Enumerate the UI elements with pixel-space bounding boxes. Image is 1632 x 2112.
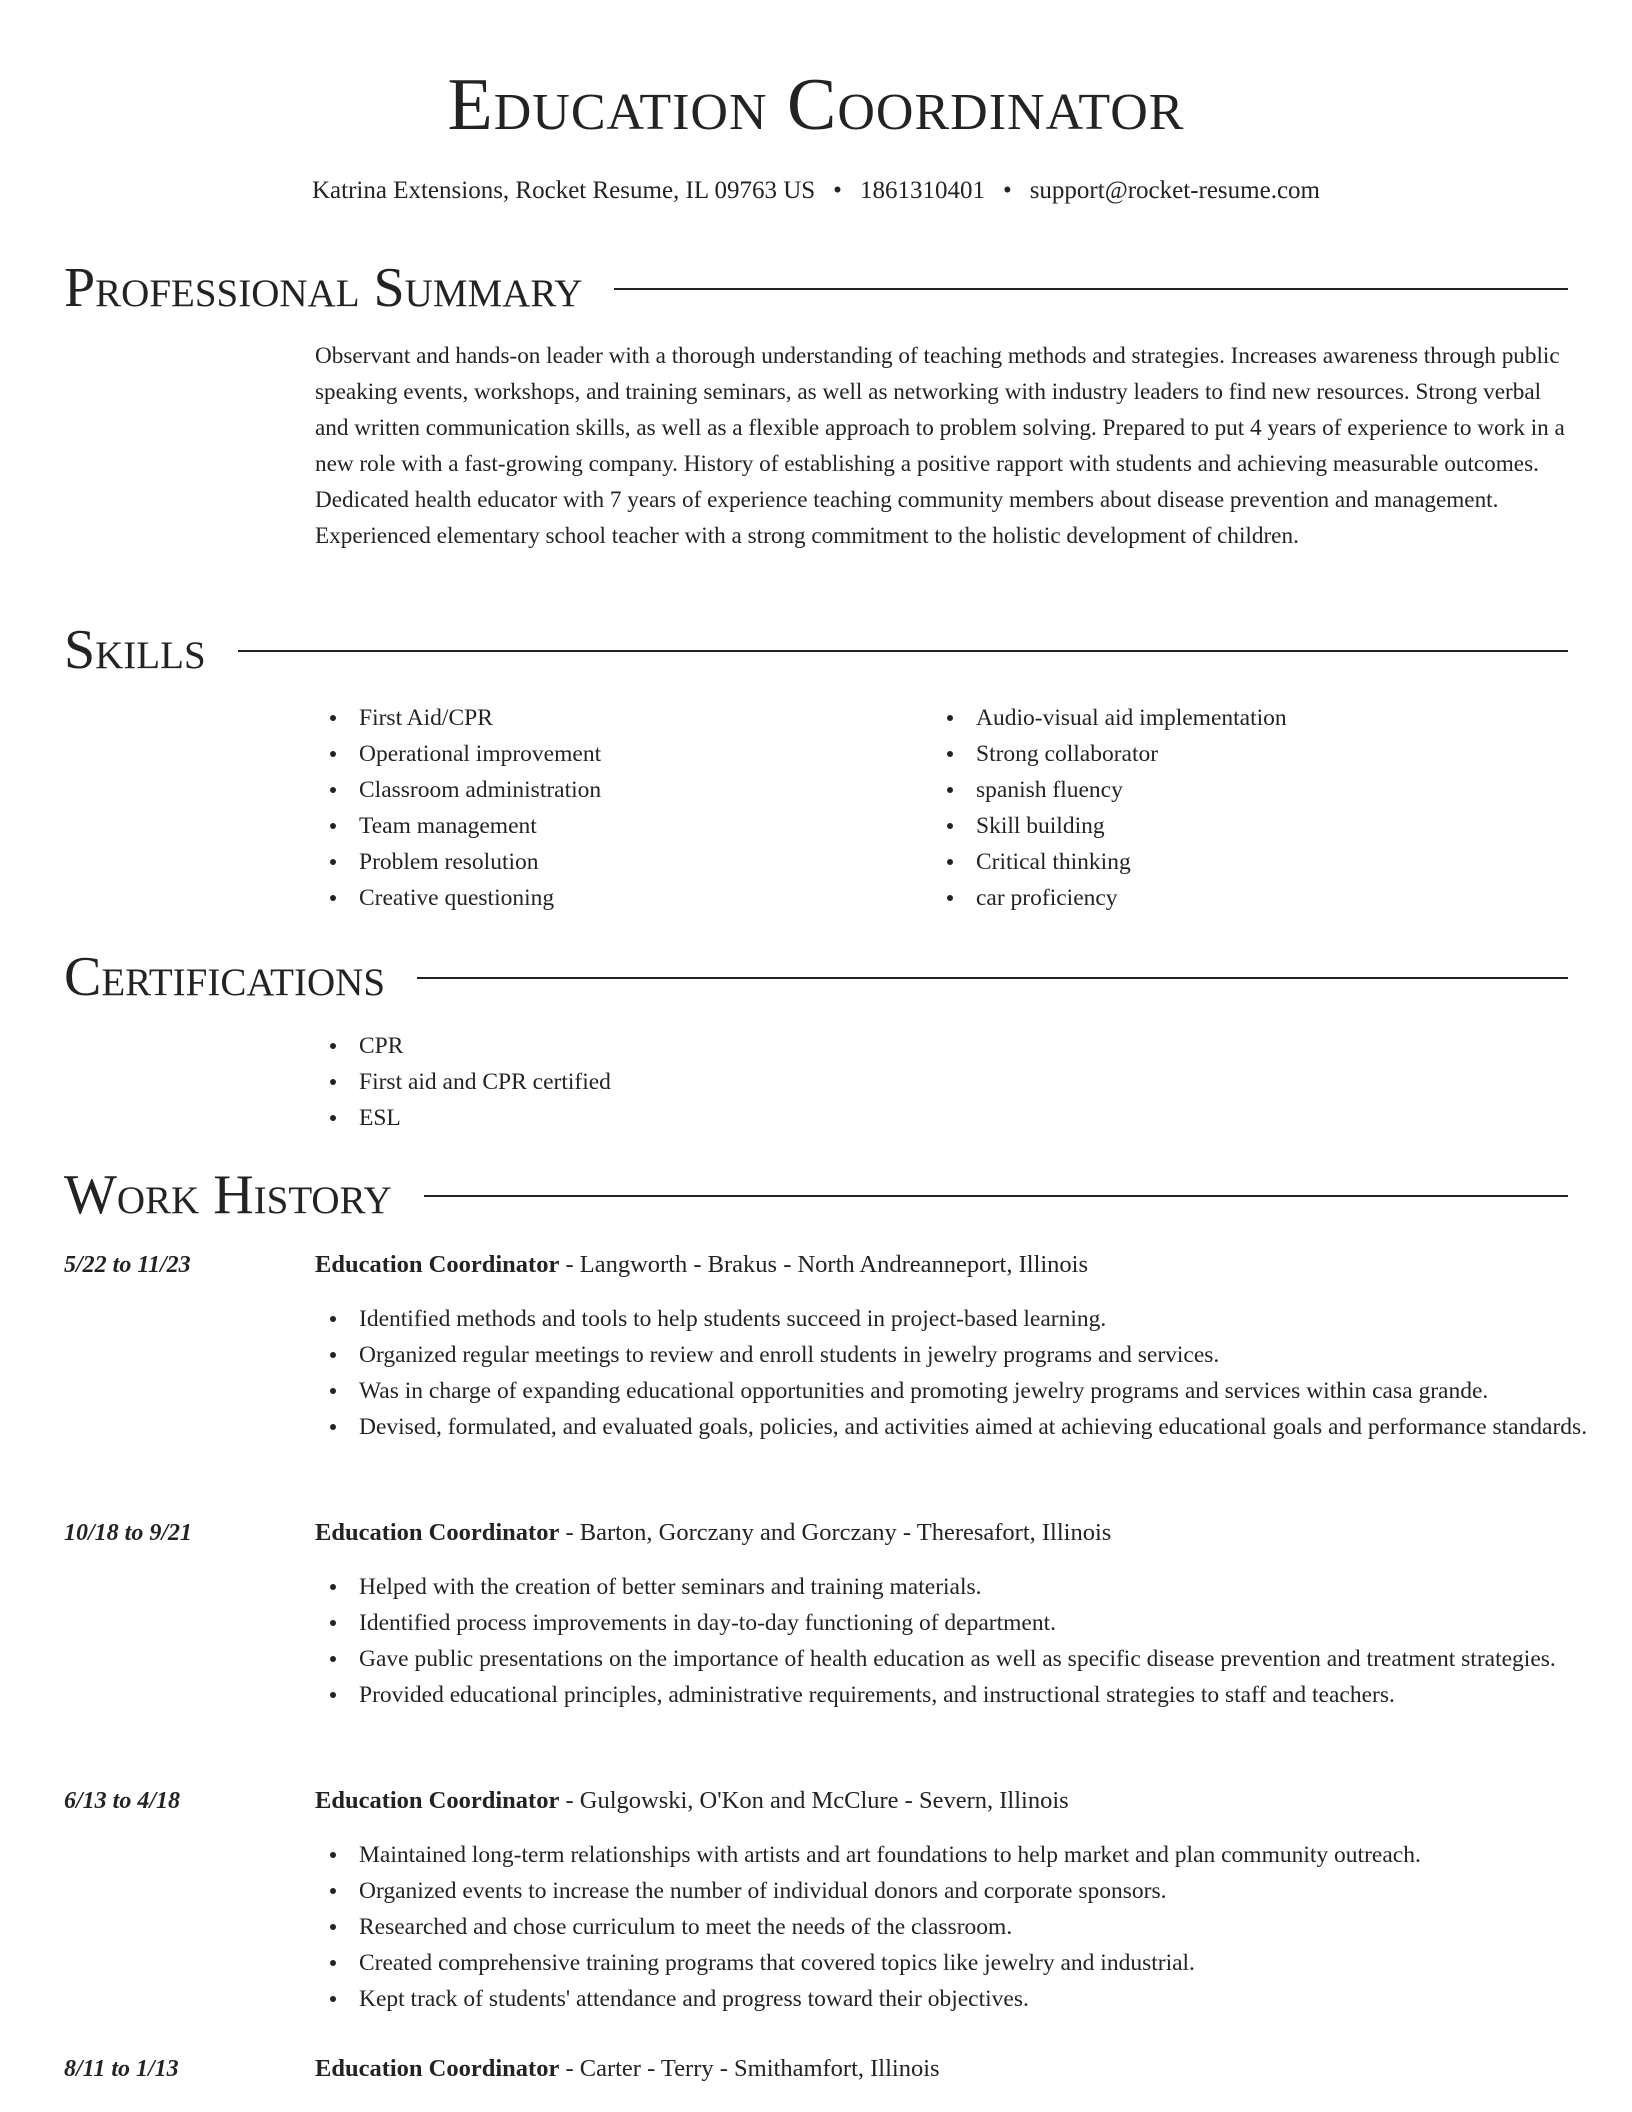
job-employer: - Langworth - Brakus - North Andreanneport, Illinois — [559, 1251, 1089, 1278]
address: Katrina Extensions, Rocket Resume, IL 09763 US — [312, 177, 816, 204]
job-duty: Identified methods and tools to help students succeed in project-based learning. — [315, 1301, 1632, 1337]
summary-text: Observant and hands-on leader with a thorough understanding of teaching methods and strategies. Increases awareness through public speaking events, workshops, and training seminars, as well as networking with industry leaders to find new resources. Strong verbal and written communication skills, as well as a flexible approach to problem solving. Prepared to put 4 years of experience to work in a new role with a fast-growing company. History of establishing a positive rapport with students and achieving measurable outcomes. Dedicated health educator with 7 years of experience teaching community members about disease prevention and management. Experienced elementary school teacher with a strong commitment to the holistic development of children. — [315, 343, 1565, 549]
job-duty: Kept track of students' attendance and progress toward their objectives. — [315, 1981, 1632, 2017]
certification-item: CPR — [315, 1028, 1215, 1064]
skill-item: Critical thinking — [932, 844, 1552, 880]
skill-item: Audio-visual aid implementation — [932, 700, 1552, 736]
certifications-heading: Certifications — [64, 946, 386, 1008]
summary-section-heading — [64, 257, 1568, 319]
skill-item: Skill building — [932, 808, 1552, 844]
job-title: Education Coordinator — [315, 2055, 560, 2082]
job-duty: Researched and chose curriculum to meet the needs of the classroom. — [315, 1909, 1632, 1945]
job-duties-list — [315, 1569, 1632, 1713]
job-dates: 8/11 to 1/13 — [64, 2056, 179, 2082]
section-divider — [614, 288, 1568, 290]
job-duties-list — [315, 1837, 1632, 2017]
job-title: Education Coordinator — [315, 1519, 560, 1546]
certification-item: ESL — [315, 1100, 1215, 1136]
certifications-section-heading — [64, 946, 1568, 1008]
skill-item: First Aid/CPR — [315, 700, 915, 736]
job-heading — [315, 1783, 1069, 1819]
certifications-list — [315, 1028, 1215, 1136]
certification-item: First aid and CPR certified — [315, 1064, 1215, 1100]
section-divider — [424, 1195, 1568, 1197]
job-duty: Provided educational principles, administrative requirements, and instructional strategies to staff and teachers. — [315, 1677, 1632, 1713]
skill-item: car proficiency — [932, 880, 1552, 916]
work-history-heading: Work History — [64, 1164, 392, 1226]
job-employer: - Carter - Terry - Smithamfort, Illinois — [559, 2055, 940, 2082]
skill-item: spanish fluency — [932, 772, 1552, 808]
job-dates: 6/13 to 4/18 — [64, 1788, 181, 1814]
skills-section-heading — [64, 619, 1568, 681]
job-dates: 5/22 to 11/23 — [64, 1252, 191, 1278]
summary-heading: Professional Summary — [64, 257, 583, 319]
skills-list-right — [932, 700, 1552, 916]
skill-item: Team management — [315, 808, 915, 844]
skill-item: Classroom administration — [315, 772, 915, 808]
job-title: Education Coordinator — [315, 1787, 560, 1814]
job-duty: Identified process improvements in day-to-day functioning of department. — [315, 1605, 1632, 1641]
job-duty: Organized regular meetings to review and enroll students in jewelry programs and services. — [315, 1337, 1632, 1373]
job-duty: Devised, formulated, and evaluated goals, policies, and activities aimed at achieving educational goals and performance standards. — [315, 1409, 1632, 1445]
section-divider — [238, 650, 1568, 652]
separator-dot: • — [1002, 177, 1012, 204]
skills-list-left — [315, 700, 915, 916]
job-duty: Helped with the creation of better seminars and training materials. — [315, 1569, 1632, 1605]
job-duty: Organized events to increase the number of individual donors and corporate sponsors. — [315, 1873, 1632, 1909]
job-title: Education Coordinator — [315, 1251, 560, 1278]
job-dates: 10/18 to 9/21 — [64, 1520, 193, 1546]
work-history-section-heading — [64, 1164, 1568, 1226]
phone: 1861310401 — [859, 177, 985, 204]
section-divider — [417, 977, 1568, 979]
job-heading — [315, 1515, 1111, 1551]
email-link[interactable]: support@rocket-resume.com — [1029, 177, 1320, 204]
separator-dot: • — [833, 177, 842, 204]
job-heading — [315, 2051, 940, 2087]
job-duties-list — [315, 1301, 1632, 1445]
job-duty: Created comprehensive training programs that covered topics like jewelry and industrial. — [315, 1945, 1632, 1981]
job-duty: Gave public presentations on the importance of health education as well as specific disease prevention and treatment strategies. — [315, 1641, 1632, 1677]
skill-item: Strong collaborator — [932, 736, 1552, 772]
skill-item: Creative questioning — [315, 880, 915, 916]
skills-heading: Skills — [64, 619, 206, 681]
job-employer: - Barton, Gorczany and Gorczany - Theresafort, Illinois — [559, 1519, 1112, 1546]
skill-item: Problem resolution — [315, 844, 915, 880]
job-duty: Maintained long-term relationships with artists and art foundations to help market and plan community outreach. — [315, 1837, 1632, 1873]
job-heading — [315, 1247, 1088, 1283]
job-duty: Was in charge of expanding educational opportunities and promoting jewelry programs and services within casa grande. — [315, 1373, 1632, 1409]
skill-item: Operational improvement — [315, 736, 915, 772]
contact-line — [0, 176, 1632, 206]
job-employer: - Gulgowski, O'Kon and McClure - Severn, Illinois — [559, 1787, 1069, 1814]
page-title: Education Coordinator — [447, 64, 1185, 146]
